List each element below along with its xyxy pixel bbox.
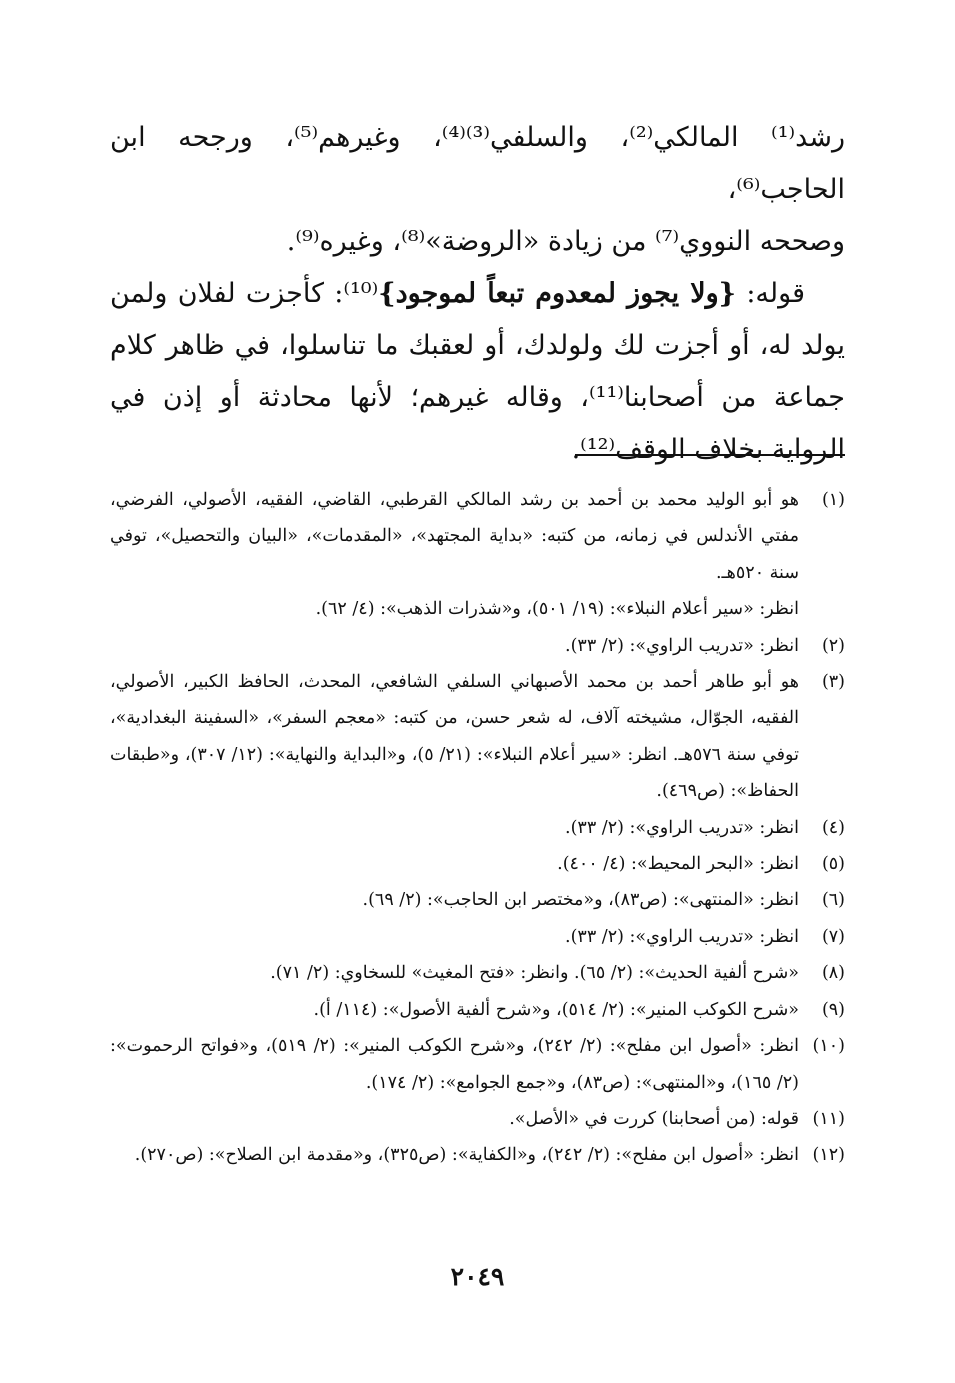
footnote-text: هو أبو طاهر أحمد بن محمد الأصبهاني السلفي الشافعي، المحدث، الحافظ الكبير، الأصولي، الفقيه، الجوّال، مشيخته آلاف، له شعر حسن، من كتبه: «معجم السفر»، «السفينة البغدادية»، توفي سنة ٥٧٦هـ. انظر: «سير أعلام النبلاء»: (٢١/ ٥)، و«البداية والنهاية»: (١٢/ ٣٠٧)، و«طبقات الحفاظ»: (ص٤٦٩). xyxy=(110,672,799,802)
footnote-text: قوله: (من أصحابنا) كررت في «الأصل». xyxy=(509,1108,799,1129)
footnote-text: انظر: «تدريب الراوي»: (٢/ ٣٣). xyxy=(565,926,799,947)
main-line: وصححه النووي⁽⁷⁾ من زيادة «الروضة»⁽⁸⁾، وغيره⁽⁹⁾. xyxy=(286,226,845,257)
main-paragraph-2-rest: ⁽¹⁰⁾: كأجزت لفلان ولمن يولد له، أو أجزت لك ولولدك، أو لعقبك ما تناسلوا، في ظاهر كلام جماعة من أصحابنا⁽¹¹⁾، وقاله غيرهم؛ لأنها محادثة أو إذن في الرواية بخلاف الوقف⁽¹²⁾. xyxy=(110,278,845,465)
footnote-number: (٤) xyxy=(821,817,845,838)
footnote-number: (٧) xyxy=(821,926,845,947)
footnote xyxy=(110,955,845,991)
main-text xyxy=(110,112,845,476)
footnote xyxy=(110,919,845,955)
footnote-number: (٩) xyxy=(821,999,845,1020)
footnote-text: «شرح الكوكب المنير»: (٢/ ٥١٤)، و«شرح ألفية الأصول»: (١١٤/ أ). xyxy=(313,999,799,1020)
main-paragraph-1 xyxy=(110,112,845,268)
footnote-body xyxy=(110,628,799,664)
footnote-text: انظر: «أصول ابن مفلح»: (٢/ ٢٤٢)، و«الكفاية»: (ص٣٢٥)، و«مقدمة ابن الصلاح»: (ص٢٧٠). xyxy=(134,1145,799,1166)
footnote-number: (٥) xyxy=(821,854,845,875)
footnote-number: (١١) xyxy=(812,1108,845,1129)
footnote-body xyxy=(110,1101,799,1137)
footnote-number: (٦) xyxy=(821,890,845,911)
footnote-body xyxy=(110,810,799,846)
page-number: ٢٠٤٩ xyxy=(450,1262,505,1291)
footnote-text: «شرح ألفية الحديث»: (٢/ ٦٥). وانظر: «فتح المغيث» للسخاوي: (٢/ ٧١). xyxy=(270,963,799,984)
footnote-body xyxy=(110,846,799,882)
footnote-text: انظر: «سير أعلام النبلاء»: (١٩/ ٥٠١)، و«شذرات الذهب»: (٤/ ٦٢). xyxy=(315,599,799,620)
footnote xyxy=(110,882,845,918)
footnote xyxy=(110,810,845,846)
quoted-matn: {ولا يجوز لمعدوم تبعاً لموجود} xyxy=(378,278,737,309)
footnote-body xyxy=(110,482,799,628)
footnote-body xyxy=(110,992,799,1028)
footnote-body xyxy=(110,1028,799,1101)
main-paragraph-2 xyxy=(110,268,845,476)
footnote-number: (١٠) xyxy=(812,1036,845,1057)
footnote-number: (١) xyxy=(821,490,845,510)
footnote-text: انظر: «تدريب الراوي»: (٢/ ٣٣). xyxy=(565,817,799,838)
main-line: رشد⁽¹⁾ المالكي⁽²⁾، والسلفي⁽³⁾⁽⁴⁾، وغيرهم⁽⁵⁾، ورجحه ابن الحاجب⁽⁶⁾، xyxy=(110,122,845,205)
footnote-number: (٨) xyxy=(821,963,845,984)
footnote xyxy=(110,664,845,810)
footnote xyxy=(110,482,845,628)
footnote xyxy=(110,1101,845,1137)
footnotes xyxy=(110,482,845,1174)
footnote xyxy=(110,846,845,882)
footnote xyxy=(110,628,845,664)
footnote-body xyxy=(110,1137,799,1173)
footnote xyxy=(110,992,845,1028)
footnote-number: (٢) xyxy=(821,635,845,656)
footnote-text: انظر: «أصول ابن مفلح»: (٢/ ٢٤٢)، و«شرح الكوكب المنير»: (٢/ ٥١٩)، و«فواتح الرحموت»: (٢/ ١٦٥)، و«المنتهى»: (ص٨٣)، و«جمع الجوامع»: (٢/ ١٧٤). xyxy=(110,1036,799,1093)
footnote-separator xyxy=(575,454,845,456)
footnote-number: (١٢) xyxy=(812,1145,845,1166)
footnote-text: انظر: «المنتهى»: (ص٨٣)، و«مختصر ابن الحاجب»: (٢/ ٦٩). xyxy=(362,890,799,911)
footnote xyxy=(110,1137,845,1173)
footnote-body xyxy=(110,664,799,810)
footnote-body xyxy=(110,955,799,991)
footnote-text: انظر: «البحر المحيط»: (٤/ ٤٠٠). xyxy=(557,854,799,875)
footnote-text: انظر: «تدريب الراوي»: (٢/ ٣٣). xyxy=(565,635,799,656)
footnote-text: هو أبو الوليد محمد بن أحمد بن رشد المالكي القرطبي، القاضي، الفقيه، الأصولي، الفرضي، مفتي الأندلس في زمانه، من كتبه: «بداية المجتهد»، «المقدمات»، «البيان والتحصيل»، توفي سنة ٥٢٠هـ. xyxy=(110,490,799,583)
footnote xyxy=(110,1028,845,1101)
qawluhu-lead: قوله: xyxy=(746,278,805,309)
footnote-number: (٣) xyxy=(821,672,845,693)
footnote-body xyxy=(110,882,799,918)
footnote-body xyxy=(110,919,799,955)
